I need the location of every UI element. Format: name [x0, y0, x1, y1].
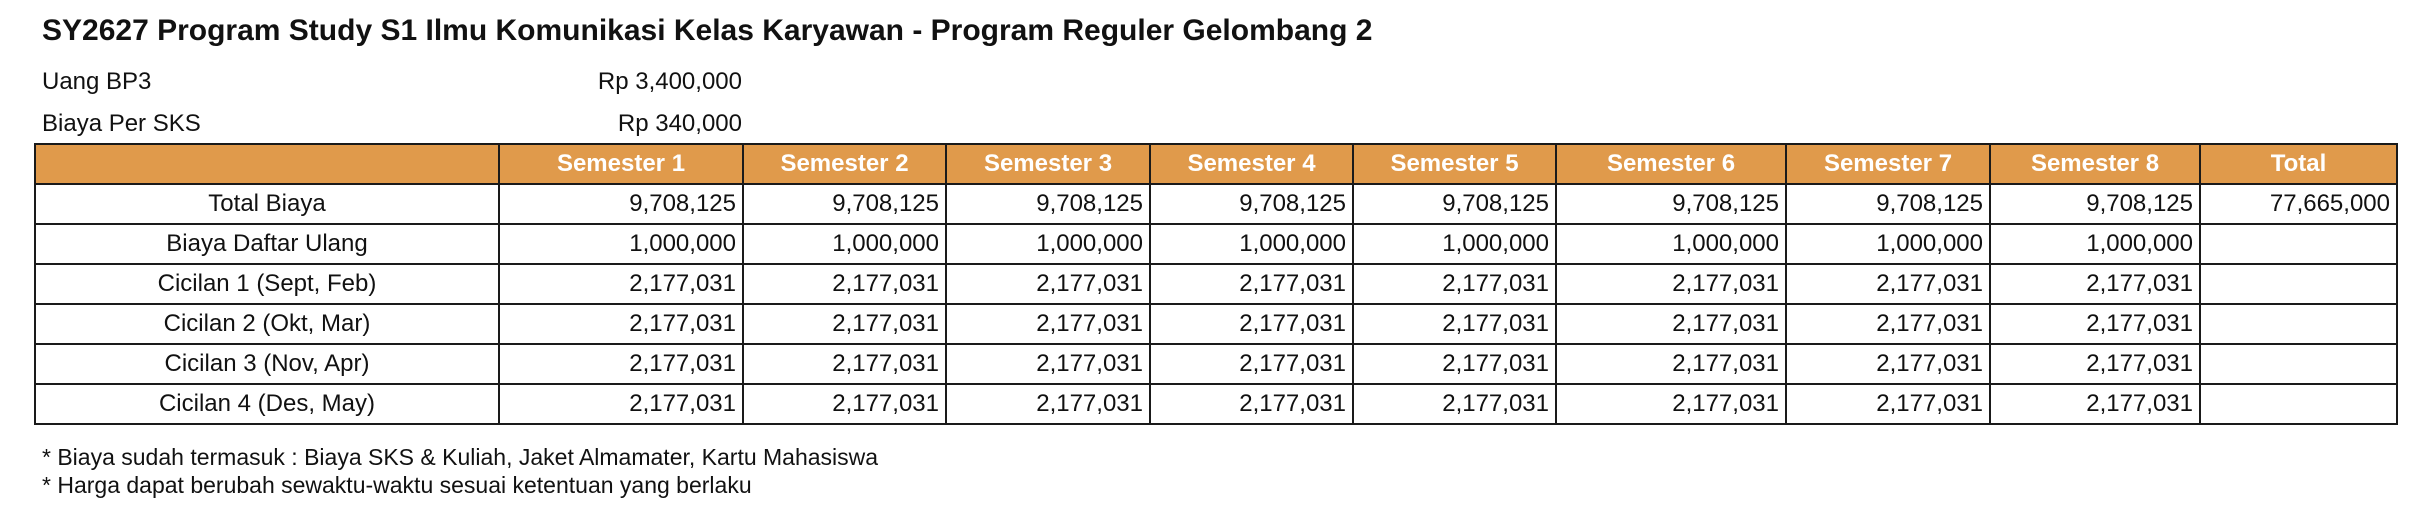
row-label: Biaya Daftar Ulang — [35, 224, 499, 264]
table-header-cell: Semester 5 — [1353, 144, 1556, 184]
table-cell: 2,177,031 — [1786, 304, 1990, 344]
row-label: Cicilan 2 (Okt, Mar) — [35, 304, 499, 344]
table-cell: 2,177,031 — [1353, 344, 1556, 384]
table-cell: 2,177,031 — [1556, 264, 1786, 304]
table-cell: 1,000,000 — [1556, 224, 1786, 264]
table-header-cell: Semester 6 — [1556, 144, 1786, 184]
table-cell: 1,000,000 — [1786, 224, 1990, 264]
table-header-cell: Semester 7 — [1786, 144, 1990, 184]
table-cell: 2,177,031 — [1990, 264, 2200, 304]
table-cell: 2,177,031 — [1786, 384, 1990, 424]
table-cell: 9,708,125 — [946, 184, 1150, 224]
table-cell: 1,000,000 — [1990, 224, 2200, 264]
table-cell: 2,177,031 — [946, 344, 1150, 384]
table-cell: 2,177,031 — [499, 344, 743, 384]
page-title: SY2627 Program Study S1 Ilmu Komunikasi Kelas Karyawan - Program Reguler Gelombang 2 — [42, 14, 1373, 47]
table-cell: 2,177,031 — [1353, 384, 1556, 424]
table-cell: 2,177,031 — [499, 264, 743, 304]
table-cell — [2200, 264, 2397, 304]
table-cell: 2,177,031 — [499, 384, 743, 424]
table-cell: 9,708,125 — [1353, 184, 1556, 224]
table-cell: 1,000,000 — [1150, 224, 1353, 264]
table-cell: 2,177,031 — [743, 344, 946, 384]
table-cell: 9,708,125 — [743, 184, 946, 224]
footnote: * Biaya sudah termasuk : Biaya SKS & Kuliah, Jaket Almamater, Kartu Mahasiswa — [42, 444, 879, 470]
row-label: Cicilan 3 (Nov, Apr) — [35, 344, 499, 384]
info-label: Uang BP3 — [42, 68, 152, 95]
footnote: * Harga dapat berubah sewaktu-waktu sesuai ketentuan yang berlaku — [42, 472, 752, 498]
table-cell — [2200, 304, 2397, 344]
table-cell: 2,177,031 — [946, 264, 1150, 304]
table-cell: 9,708,125 — [1150, 184, 1353, 224]
table-row — [35, 224, 2397, 264]
table-cell: 2,177,031 — [743, 384, 946, 424]
row-label: Cicilan 4 (Des, May) — [35, 384, 499, 424]
table-cell: 2,177,031 — [1556, 344, 1786, 384]
table-cell: 2,177,031 — [1150, 264, 1353, 304]
table-cell: 2,177,031 — [946, 384, 1150, 424]
info-row-bp3 — [42, 62, 742, 102]
table-cell: 2,177,031 — [1786, 264, 1990, 304]
table-row — [35, 264, 2397, 304]
table-cell: 2,177,031 — [1150, 384, 1353, 424]
table-cell: 2,177,031 — [1556, 384, 1786, 424]
table-cell: 2,177,031 — [1990, 384, 2200, 424]
table-cell: 9,708,125 — [499, 184, 743, 224]
table-cell — [2200, 384, 2397, 424]
table-cell: 2,177,031 — [1990, 344, 2200, 384]
table-header-cell: Semester 3 — [946, 144, 1150, 184]
table-cell: 2,177,031 — [743, 264, 946, 304]
table-body — [35, 184, 2397, 424]
table-header-cell: Semester 1 — [499, 144, 743, 184]
table-cell: 2,177,031 — [946, 304, 1150, 344]
table-cell — [2200, 344, 2397, 384]
table-cell: 1,000,000 — [743, 224, 946, 264]
table-header-cell: Semester 4 — [1150, 144, 1353, 184]
table-cell: 2,177,031 — [1786, 344, 1990, 384]
info-value: Rp 340,000 — [617, 110, 742, 137]
table-cell: 2,177,031 — [1150, 304, 1353, 344]
table-cell: 2,177,031 — [499, 304, 743, 344]
table-cell: 9,708,125 — [1786, 184, 1990, 224]
info-label: Biaya Per SKS — [42, 110, 201, 137]
table-header-row — [35, 144, 2397, 184]
table-row — [35, 304, 2397, 344]
table-cell: 2,177,031 — [1353, 264, 1556, 304]
fee-table — [34, 143, 2398, 425]
table-cell: 2,177,031 — [1556, 304, 1786, 344]
table-header-cell: Total — [2200, 144, 2397, 184]
table-row — [35, 184, 2397, 224]
table-cell: 2,177,031 — [743, 304, 946, 344]
table-header-cell — [35, 144, 499, 184]
table-row — [35, 344, 2397, 384]
table-cell: 2,177,031 — [1150, 344, 1353, 384]
table-cell: 1,000,000 — [499, 224, 743, 264]
row-label: Total Biaya — [35, 184, 499, 224]
table-row — [35, 384, 2397, 424]
table-cell: 9,708,125 — [1556, 184, 1786, 224]
table-cell — [2200, 224, 2397, 264]
table-cell: 1,000,000 — [1353, 224, 1556, 264]
table-cell: 77,665,000 — [2200, 184, 2397, 224]
table-cell: 2,177,031 — [1990, 304, 2200, 344]
table-header-cell: Semester 8 — [1990, 144, 2200, 184]
table-cell: 1,000,000 — [946, 224, 1150, 264]
table-cell: 9,708,125 — [1990, 184, 2200, 224]
table-header-cell: Semester 2 — [743, 144, 946, 184]
table-cell: 2,177,031 — [1353, 304, 1556, 344]
info-row-biaya-per-sks — [42, 104, 742, 144]
row-label: Cicilan 1 (Sept, Feb) — [35, 264, 499, 304]
info-value: Rp 3,400,000 — [597, 68, 742, 95]
